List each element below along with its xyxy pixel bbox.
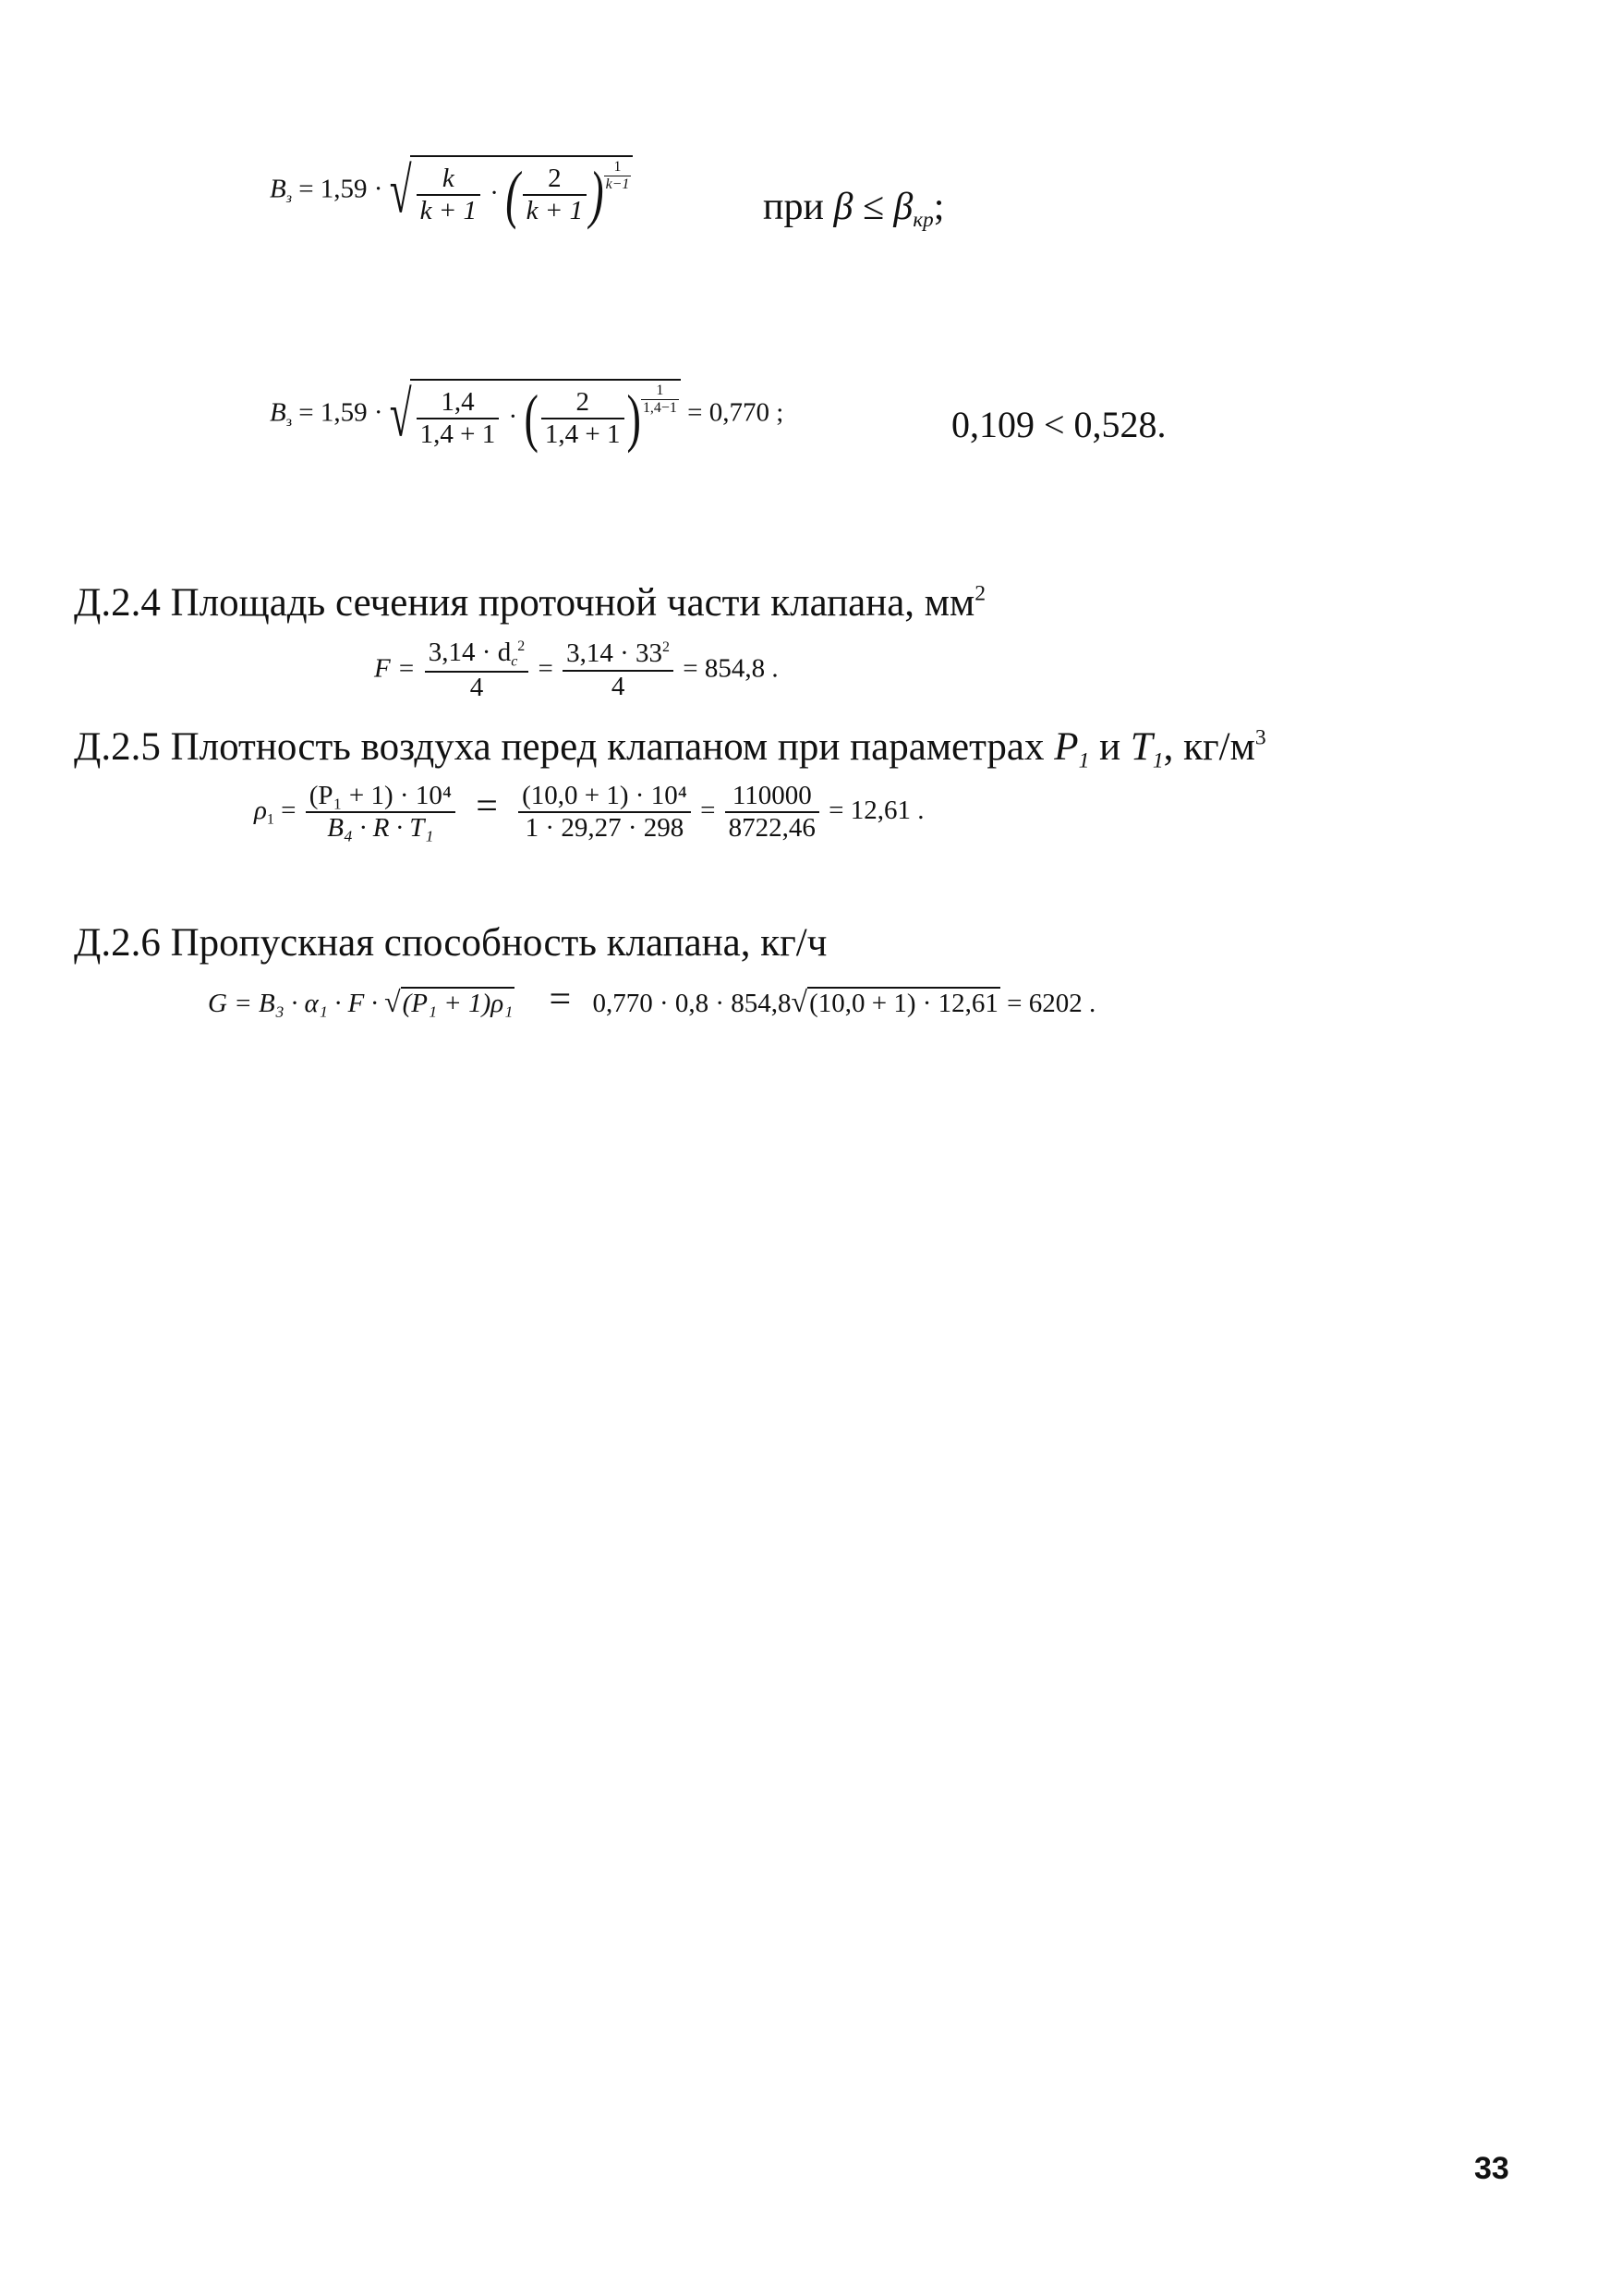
heading-d25: Д.2.5 Плотность воздуха перед клапаном при параметрах P1 и T1, $кг/м^3$: [74, 725, 1266, 773]
page-number: 33: [1474, 2151, 1509, 2186]
formula-b3-general: Bз = 1,59 · √ $\frac{k}{k + 1}$ · ( $\frac{2}{k + 1}$ ) $\frac{1}{k-1}$: [270, 155, 633, 227]
formula-area: F = $\frac{3,14 \cdot dc^2}{4}$ = $\frac{3,14 \cdot 33^2}{4}$ = 854,8 .: [374, 638, 779, 702]
formula-b3-condition: при β ≤ βкр;: [763, 186, 945, 232]
heading-d24: Д.2.4 Площадь сечения проточной части клапана, $мм^2$: [74, 581, 987, 625]
heading-d26: Д.2.6 Пропускная способность клапана, кг/ч: [74, 921, 828, 965]
formula-beta-compare: 0,109 < 0,528.: [951, 404, 1167, 445]
formula-capacity: G = B₃ · α₁ · F · √(P₁ + 1)ρ₁ = 0,770 · 0,8 · 854,8√(10,0 + 1) · 12,61 = 6202 .: [208, 978, 1096, 1021]
formula-density: ρ1 = $\frac{\text{(P₁ + 1) · 10⁴}}{\text{B₄ · R · T₁}}$ = $\frac{\text{(10,0 + 1) · 10⁴}}{1 \cdot 29,27 \cdot 298}$ = $\frac{110000}{8722,46}$ = 12,61 .: [254, 781, 925, 844]
formula-b3-numeric: Bз = 1,59 · √ $\frac{1,4}{1,4 + 1}$ · ( $\frac{2}{1,4 + 1}$ ) $\frac{1}{1,4-1}$ = 0,770 ;: [270, 379, 784, 455]
